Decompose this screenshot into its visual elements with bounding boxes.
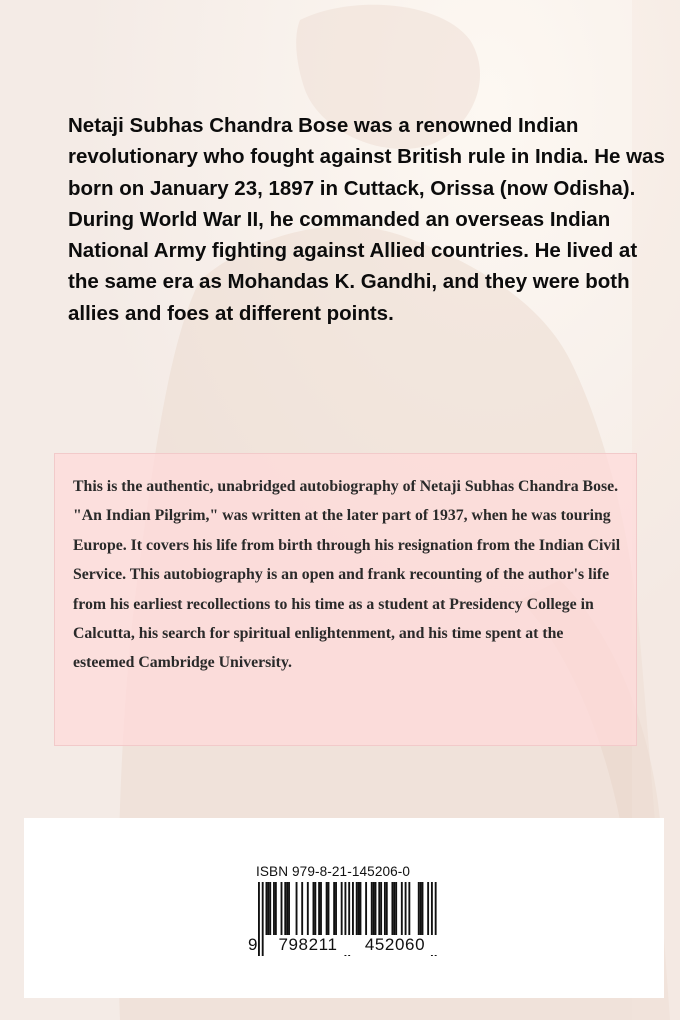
intro-paragraph: Netaji Subhas Chandra Bose was a renowned Indian revolutionary who fought against British rule in India. He was born on January 23, 1897 in Cuttack, Orissa (now Odisha). During World War II, he commanded an overseas Indian National Army fighting against Allied countries. He lived at the same era as Mohandas K. Gandhi, and they were both allies and foes at different points. <box>68 114 665 325</box>
barcode-guard-bar <box>262 882 264 956</box>
barcode-lead-digit: 9 <box>248 935 259 954</box>
barcode-panel <box>24 818 664 998</box>
barcode-right-digits: 452060 <box>352 935 438 955</box>
synopsis-box <box>54 453 637 746</box>
barcode-left-digits: 798211 <box>265 935 351 955</box>
barcode-guard-bar <box>258 882 260 956</box>
isbn-label: ISBN 979-8-21-145206-0 <box>256 864 411 879</box>
synopsis-paragraph: This is the authentic, unabridged autobiography of Netaji Subhas Chandra Bose. "An Indian Pilgrim," was written at the later part of 1937, when he was touring Europe. It covers his life from birth through his resignation from the Indian Civil Service. This autobiography is an open and frank recounting of the author's life from his earliest recollections to his time as a student at Presidency College in Calcutta, his search for spiritual enlightenment, and his time spent at the esteemed Cambridge University. <box>73 478 621 672</box>
